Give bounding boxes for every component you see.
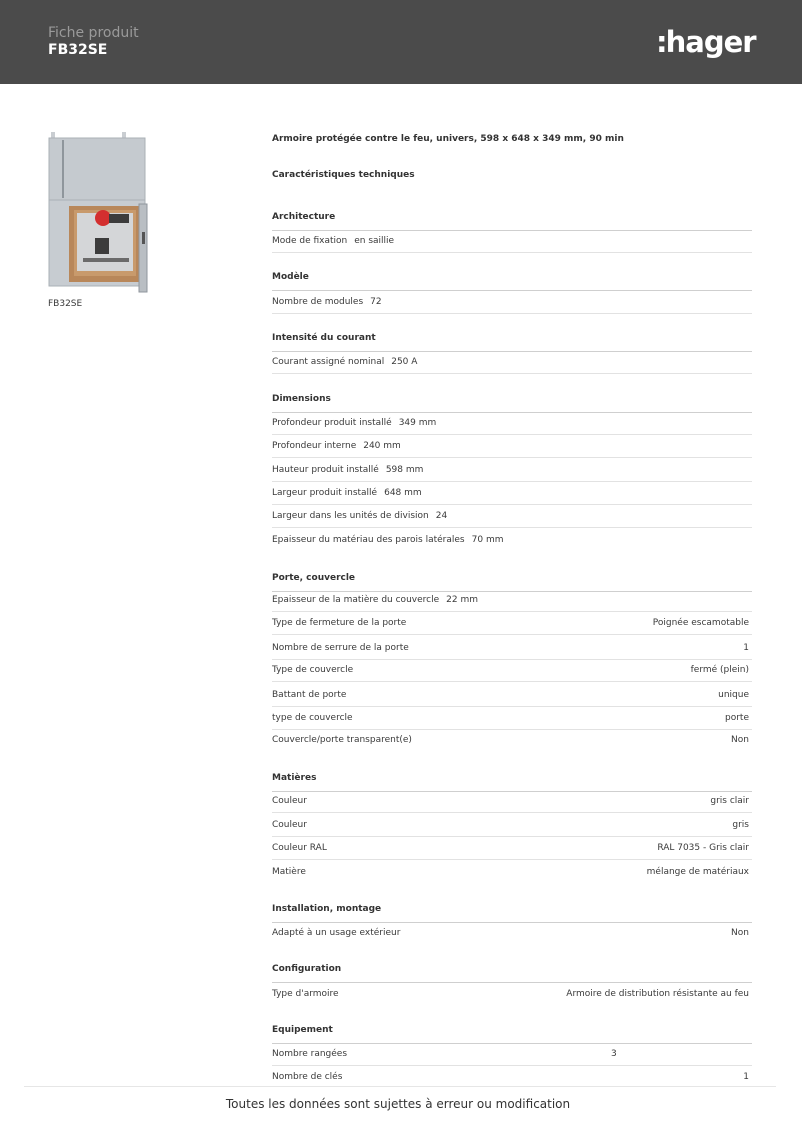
spec-row: Profondeur interne 240 mm xyxy=(272,435,752,458)
spec-row: Largeur dans les unités de division 24 xyxy=(272,505,752,528)
section-equipement: Equipement xyxy=(272,1025,752,1044)
spec-row: Nombre de clés 1 xyxy=(272,1072,749,1082)
spec-row: Type de couvercle fermé (plein) xyxy=(272,659,752,682)
spec-row: Couleur RAL RAL 7035 - Gris clair xyxy=(272,837,752,860)
header-product-code: FB32SE xyxy=(48,42,108,58)
section-installation: Installation, montage xyxy=(272,904,752,923)
section-matieres: Matières xyxy=(272,773,752,792)
section-porte: Porte, couvercle xyxy=(272,573,752,592)
product-image xyxy=(47,130,157,295)
spec-row: Battant de porte unique xyxy=(272,684,752,707)
spec-row: Hauteur produit installé 598 mm xyxy=(272,459,752,482)
section-architecture: Architecture xyxy=(272,212,752,231)
image-caption: FB32SE xyxy=(48,299,83,309)
spec-row: Couleur gris xyxy=(272,814,752,837)
spec-row: Couleur gris clair xyxy=(272,790,752,813)
spec-row: Couvercle/porte transparent(e) Non xyxy=(272,735,749,745)
spec-row: Nombre de serrure de la porte 1 xyxy=(272,637,752,660)
spec-row: Profondeur produit installé 349 mm xyxy=(272,412,752,435)
footer-disclaimer: Toutes les données sont sujettes à erreur ou modification xyxy=(225,1097,571,1111)
section-configuration: Configuration xyxy=(272,964,752,983)
spec-title: Caractéristiques techniques xyxy=(272,170,415,180)
spec-row: type de couvercle porte xyxy=(272,707,752,730)
footer-divider xyxy=(24,1086,776,1087)
header-kicker: Fiche produit xyxy=(48,25,139,41)
spec-row: Mode de fixation en saillie xyxy=(272,230,752,253)
spec-row: Matière mélange de matériaux xyxy=(272,867,749,877)
spec-row: Epaisseur du matériau des parois latérales 70 mm xyxy=(272,535,504,545)
hager-logo: :hager xyxy=(656,25,756,59)
spec-row: Type de fermeture de la porte Poignée escamotable xyxy=(272,612,752,635)
spec-row: Nombre de modules 72 xyxy=(272,291,752,314)
spec-row: Epaisseur de la matière du couvercle 22 mm xyxy=(272,589,752,612)
section-modele: Modèle xyxy=(272,272,752,291)
spec-row: Adapté à un usage extérieur Non xyxy=(272,928,749,938)
section-dimensions: Dimensions xyxy=(272,394,752,413)
spec-row: Type d'armoire Armoire de distribution résistante au feu xyxy=(272,989,749,999)
spec-row: Nombre rangées 3 xyxy=(272,1043,752,1066)
spec-row: Largeur produit installé 648 mm xyxy=(272,482,752,505)
section-intensite: Intensité du courant xyxy=(272,333,752,352)
spec-row: Courant assigné nominal 250 A xyxy=(272,351,752,374)
product-title: Armoire protégée contre le feu, univers, 598 x 648 x 349 mm, 90 min xyxy=(272,134,624,144)
page-header xyxy=(0,0,802,84)
